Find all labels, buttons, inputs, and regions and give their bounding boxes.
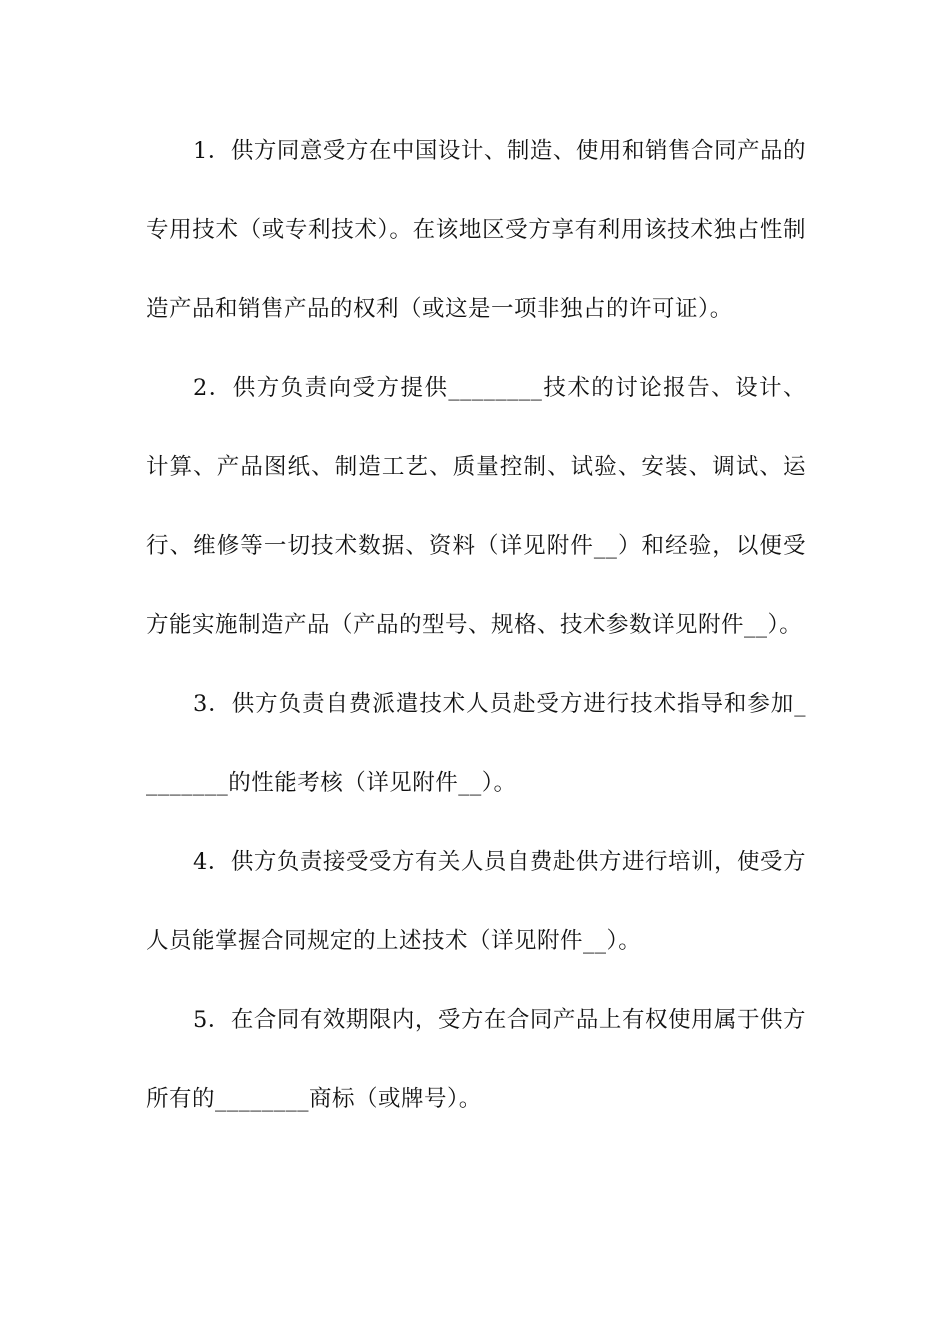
clause-1-paragraph: 1．供方同意受方在中国设计、制造、使用和销售合同产品的专用技术（或专利技术）。在该地区受方享有利用该技术独占性制造产品和销售产品的权利（或这是一项非独占的许可证）。: [146, 138, 806, 322]
clause-2-paragraph: 2．供方负责向受方提供________技术的讨论报告、设计、计算、产品图纸、制造工艺、质量控制、试验、安装、调试、运行、维修等一切技术数据、资料（详见附件__）和经验，以便受方能实施制造产品（产品的型号、规格、技术参数详见附件__）。: [146, 375, 806, 638]
clause-3-paragraph: 3．供方负责自费派遣技术人员赴受方进行技术指导和参加________的性能考核（详见附件__）。: [146, 691, 806, 796]
clause-4-paragraph: 4．供方负责接受受方有关人员自费赴供方进行培训，使受方人员能掌握合同规定的上述技术（详见附件__）。: [146, 849, 806, 954]
clause-5-paragraph: 5．在合同有效期限内，受方在合同产品上有权使用属于供方所有的________商标（或牌号）。: [146, 1007, 806, 1112]
document-page: [146, 112, 806, 1139]
